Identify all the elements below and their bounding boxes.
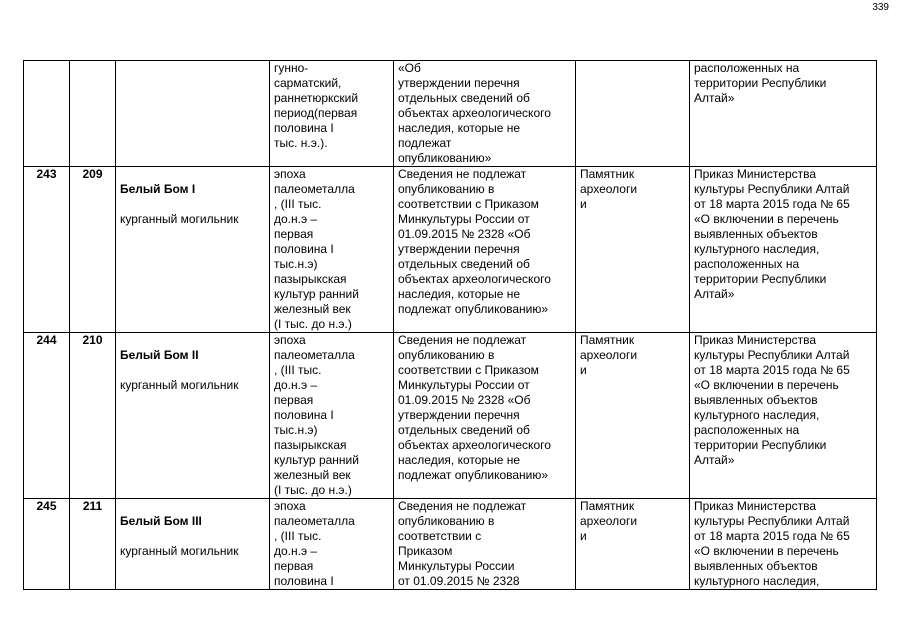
document-cell: расположенных на территории Республики Алтай» [690,61,877,167]
period-cell: эпоха палеометалла , (III тыс. до.н.э – первая половина I тыс.н.э) пазырыкская культур ранний железный век (I тыс. до н.э.) [270,333,394,499]
category-cell: Памятник археологи и [576,333,690,499]
document-cell: Приказ Министерства культуры Республики Алтай от 18 марта 2015 года № 65 «О включении в перечень выявленных объектов культурного наследия, расположенных на территории Республики Алтай» [690,167,877,333]
info-cell: Сведения не подлежат опубликованию в соответствии с Приказом Минкультуры России от 01.09.2015 № 2328 «Об утверждении перечня отдельных сведений об объектах археологического наследия, которые не подлежат опубликованию» [394,333,576,499]
object-number-cell: 209 [70,167,116,333]
object-number-cell: 211 [70,499,116,590]
category-cell [576,61,690,167]
info-cell: Сведения не подлежат опубликованию в соответствии с Приказом Минкультуры России от 01.09.2015 № 2328 «Об утверждении перечня отдельных сведений об объектах археологического наследия, которые не подлежат опубликованию» [394,167,576,333]
category-cell: Памятник археологи и [576,499,690,590]
object-name-cell [116,61,270,167]
category-cell: Памятник археологи и [576,167,690,333]
table-row [24,167,877,333]
object-name-cell [116,167,270,333]
heritage-registry-table [23,60,877,590]
object-name: Белый Бом II [120,348,199,362]
page-number: 339 [872,2,889,13]
object-name: Белый Бом III [120,514,202,528]
row-number-cell: 244 [24,333,70,499]
object-number-cell [70,61,116,167]
row-number-cell: 245 [24,499,70,590]
object-name-cell [116,333,270,499]
table-row [24,61,877,167]
object-type: курганный могильник [120,544,239,558]
document-cell: Приказ Министерства культуры Республики Алтай от 18 марта 2015 года № 65 «О включении в перечень выявленных объектов культурного наследия, [690,499,877,590]
object-name-cell [116,499,270,590]
object-type: курганный могильник [120,212,239,226]
object-type: курганный могильник [120,378,239,392]
row-number-cell [24,61,70,167]
table-row [24,333,877,499]
period-cell: гунно- сарматский, раннетюркский период(первая половина I тыс. н.э.). [270,61,394,167]
object-number-cell: 210 [70,333,116,499]
info-cell: Сведения не подлежат опубликованию в соответствии с Приказом Минкультуры России от 01.09.2015 № 2328 [394,499,576,590]
object-name: Белый Бом I [120,182,196,196]
info-cell: «Об утверждении перечня отдельных сведений об объектах археологического наследия, которые не подлежат опубликованию» [394,61,576,167]
row-number-cell: 243 [24,167,70,333]
table-row [24,499,877,590]
period-cell: эпоха палеометалла , (III тыс. до.н.э – первая половина I [270,499,394,590]
period-cell: эпоха палеометалла , (III тыс. до.н.э – первая половина I тыс.н.э) пазырыкская культур ранний железный век (I тыс. до н.э.) [270,167,394,333]
document-cell: Приказ Министерства культуры Республики Алтай от 18 марта 2015 года № 65 «О включении в перечень выявленных объектов культурного наследия, расположенных на территории Республики Алтай» [690,333,877,499]
